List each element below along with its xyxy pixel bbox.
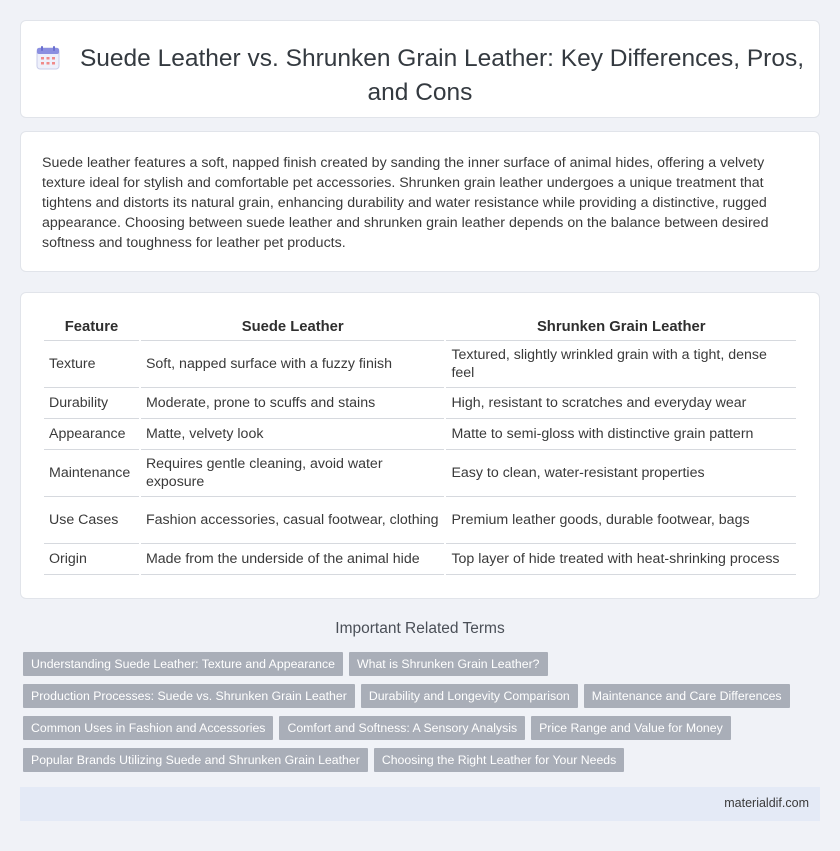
related-tag[interactable]: Comfort and Softness: A Sensory Analysis bbox=[279, 716, 525, 740]
comparison-table-card bbox=[20, 292, 820, 599]
table-row bbox=[44, 450, 796, 497]
feature-cell: Use Cases bbox=[44, 497, 139, 544]
footer-site[interactable]: materialdif.com bbox=[724, 796, 809, 810]
table-row bbox=[44, 419, 796, 450]
shrunken-grain-cell: Textured, slightly wrinkled grain with a tight, dense feel bbox=[446, 341, 796, 388]
related-tag[interactable]: Maintenance and Care Differences bbox=[584, 684, 790, 708]
tag-row bbox=[23, 748, 823, 780]
suede-cell: Made from the underside of the animal hide bbox=[141, 544, 445, 575]
shrunken-grain-cell: Matte to semi-gloss with distinctive grain pattern bbox=[446, 419, 796, 450]
tag-row bbox=[23, 652, 823, 684]
intro-paragraph: Suede leather features a soft, napped finish created by sanding the inner surface of animal hides, offering a velvety texture ideal for stylish and comfortable pet accessories. Shrunken grain leather undergoes a unique treatment that tightens and distorts its natural grain, enhancing durability and water resistance while providing a distinctive, rugged appearance. Choosing between suede leather and shrunken grain leather depends on the balance between desired softness and toughness for leather pet products. bbox=[42, 155, 769, 251]
related-tag[interactable]: Choosing the Right Leather for Your Needs bbox=[374, 748, 624, 772]
page-title bbox=[21, 44, 819, 108]
feature-cell: Appearance bbox=[44, 419, 139, 450]
calendar-icon bbox=[36, 46, 60, 78]
feature-cell: Durability bbox=[44, 388, 139, 419]
suede-cell: Soft, napped surface with a fuzzy finish bbox=[141, 341, 445, 388]
table-row bbox=[44, 388, 796, 419]
table-row bbox=[44, 341, 796, 388]
intro-card bbox=[20, 131, 820, 272]
feature-cell: Texture bbox=[44, 341, 139, 388]
header-card bbox=[20, 20, 820, 118]
shrunken-grain-cell: Premium leather goods, durable footwear, bags bbox=[446, 497, 796, 544]
feature-cell: Maintenance bbox=[44, 450, 139, 497]
related-tag[interactable]: Understanding Suede Leather: Texture and Appearance bbox=[23, 652, 343, 676]
page-title-text: Suede Leather vs. Shrunken Grain Leather: Key Differences, Pros, and Cons bbox=[79, 45, 805, 106]
tag-row bbox=[23, 684, 823, 716]
related-tags bbox=[23, 652, 823, 780]
tag-row bbox=[23, 716, 823, 748]
feature-cell: Origin bbox=[44, 544, 139, 575]
title-wrap bbox=[21, 44, 819, 108]
footer bbox=[20, 787, 820, 821]
related-terms-title: Important Related Terms bbox=[335, 620, 505, 637]
shrunken-grain-cell: Easy to clean, water-resistant properties bbox=[446, 450, 796, 497]
header-shrunken-grain: Shrunken Grain Leather bbox=[446, 313, 796, 341]
related-tag[interactable]: Common Uses in Fashion and Accessories bbox=[23, 716, 273, 740]
suede-cell: Fashion accessories, casual footwear, clothing bbox=[141, 497, 445, 544]
table-header-row bbox=[44, 313, 796, 341]
suede-cell: Requires gentle cleaning, avoid water exposure bbox=[141, 450, 445, 497]
header-suede: Suede Leather bbox=[141, 313, 445, 341]
shrunken-grain-cell: Top layer of hide treated with heat-shrinking process bbox=[446, 544, 796, 575]
header-feature: Feature bbox=[44, 313, 139, 341]
table-row bbox=[44, 497, 796, 544]
related-tag[interactable]: What is Shrunken Grain Leather? bbox=[349, 652, 548, 676]
shrunken-grain-cell: High, resistant to scratches and everyday wear bbox=[446, 388, 796, 419]
related-tag[interactable]: Price Range and Value for Money bbox=[531, 716, 731, 740]
related-tag[interactable]: Popular Brands Utilizing Suede and Shrunken Grain Leather bbox=[23, 748, 368, 772]
suede-cell: Moderate, prone to scuffs and stains bbox=[141, 388, 445, 419]
related-tag[interactable]: Durability and Longevity Comparison bbox=[361, 684, 578, 708]
suede-cell: Matte, velvety look bbox=[141, 419, 445, 450]
comparison-table bbox=[42, 313, 798, 575]
table-row bbox=[44, 544, 796, 575]
related-tag[interactable]: Production Processes: Suede vs. Shrunken Grain Leather bbox=[23, 684, 355, 708]
